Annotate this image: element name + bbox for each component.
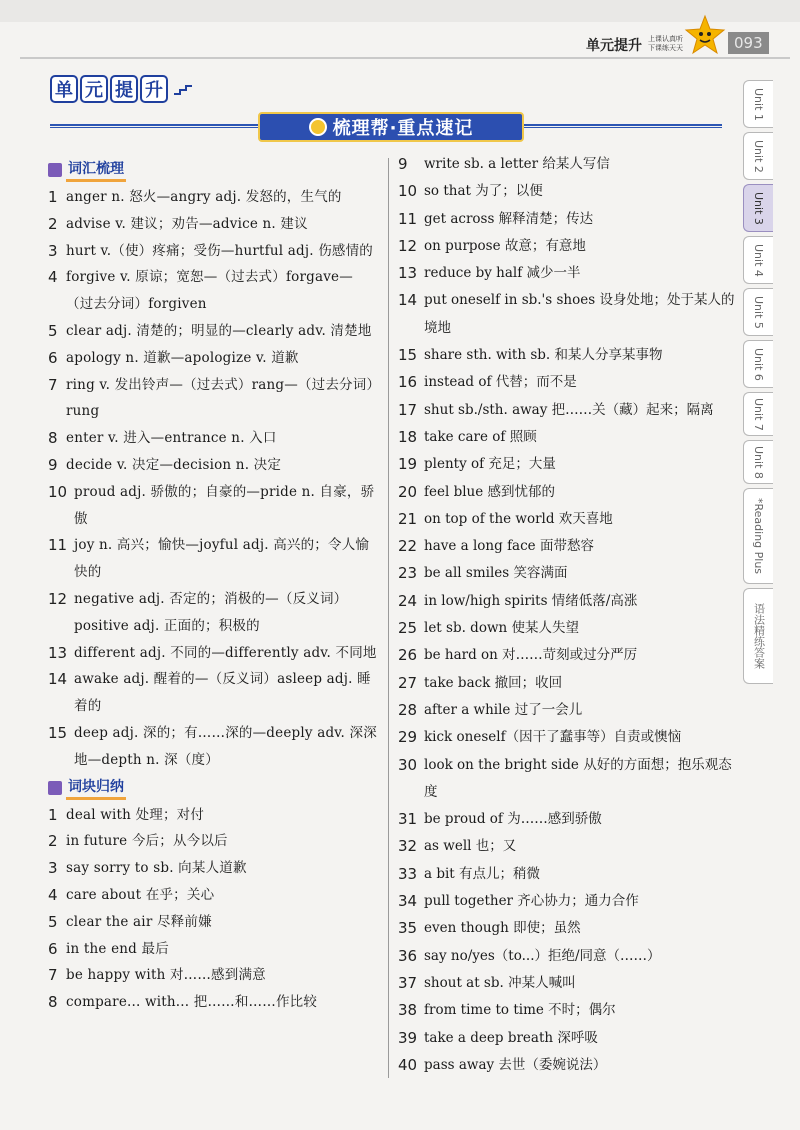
list-item [48, 909, 380, 936]
list-item [398, 369, 738, 396]
item-text: forgive v. 原谅；宽恕—（过去式）forgave—（过去分词）forgiven [66, 269, 353, 313]
item-number: 4 [48, 268, 58, 287]
item-number: 6 [48, 348, 58, 367]
chunks-list-left [48, 802, 380, 1016]
list-item [48, 532, 380, 586]
banner-char: 元 [80, 75, 108, 103]
item-number: 35 [398, 919, 418, 938]
item-number: 13 [398, 264, 418, 283]
side-tab[interactable] [743, 588, 773, 684]
item-number: 2 [48, 214, 58, 233]
list-item [398, 724, 738, 751]
item-text: say no/yes（to...）拒绝/同意（……） [424, 947, 661, 964]
list-item [398, 670, 738, 697]
side-tab[interactable] [743, 488, 773, 584]
item-text: be proud of 为……感到骄傲 [424, 811, 602, 828]
item-number: 13 [48, 643, 68, 662]
item-text: put oneself in sb.'s shoes 设身处地；处于某人的境地 [424, 292, 735, 336]
item-text: in the end 最后 [66, 940, 169, 957]
item-number: 15 [398, 346, 418, 365]
chunks-heading-label: 词块归纳 [66, 776, 126, 800]
item-number: 27 [398, 673, 418, 692]
item-text: hurt v.（使）疼痛；受伤—hurtful adj. 伤感情的 [66, 242, 374, 259]
item-number: 19 [398, 455, 418, 474]
item-number: 34 [398, 892, 418, 911]
list-item [398, 451, 738, 478]
list-item [398, 833, 738, 860]
item-text: enter v. 进入—entrance n. 入口 [66, 430, 277, 447]
side-tab[interactable] [743, 236, 773, 284]
item-number: 3 [48, 241, 58, 260]
list-item [398, 752, 738, 807]
list-icon [48, 781, 62, 795]
side-tab-label: Unit 8 [752, 445, 765, 479]
item-number: 3 [48, 859, 58, 878]
column-divider [388, 158, 389, 1078]
item-text: say sorry to sb. 向某人道歉 [66, 860, 247, 877]
item-text: apology n. 道歉—apologize v. 道歉 [66, 349, 299, 366]
list-item [398, 206, 738, 233]
side-tab-label: Unit 1 [752, 87, 765, 121]
item-text: a bit 有点儿；稍微 [424, 865, 541, 882]
item-text: pull together 齐心协力；通力合作 [424, 893, 639, 910]
item-number: 28 [398, 700, 418, 719]
running-subtitle [648, 35, 683, 53]
running-title: 单元提升 [586, 38, 642, 54]
list-item [398, 588, 738, 615]
item-number: 40 [398, 1055, 418, 1074]
running-subtitle-line-2: 下课练天天 [648, 44, 683, 52]
banner-char: 提 [110, 75, 138, 103]
side-tab-label: Unit 6 [752, 347, 765, 381]
item-text: share sth. with sb. 和某人分享某事物 [424, 347, 663, 364]
list-item [48, 855, 380, 882]
section-banner [50, 75, 168, 103]
list-item [48, 989, 380, 1016]
side-tab-label: Unit 7 [752, 397, 765, 431]
list-item [398, 260, 738, 287]
section-ribbon [258, 112, 524, 142]
side-tab[interactable] [743, 288, 773, 336]
item-text: deal with 处理；对付 [66, 806, 205, 823]
side-tab-label: *Reading Plus [752, 497, 765, 575]
item-number: 22 [398, 537, 418, 556]
item-number: 12 [398, 236, 418, 255]
side-tab-label: Unit 2 [752, 139, 765, 173]
item-text: proud adj. 骄傲的；自豪的—pride n. 自豪，骄傲 [74, 483, 375, 527]
item-number: 2 [48, 832, 58, 851]
ribbon-rule-left [50, 124, 258, 128]
vocab-list [48, 184, 380, 774]
item-number: 38 [398, 1001, 418, 1020]
item-number: 24 [398, 591, 418, 610]
list-item [398, 888, 738, 915]
item-number: 12 [48, 589, 68, 608]
item-text: anger n. 怒火—angry adj. 发怒的，生气的 [66, 189, 342, 205]
item-text: negative adj. 否定的；消极的—（反义词）positive adj. 正面的；积极的 [74, 590, 348, 634]
ribbon-title: 梳理帮·重点速记 [332, 118, 474, 139]
ribbon-rule-right [524, 124, 722, 128]
side-tab[interactable] [743, 440, 773, 484]
item-text: kick oneself（因干了蠢事等）自责或懊恼 [424, 729, 682, 746]
item-number: 29 [398, 728, 418, 747]
list-item [398, 342, 738, 369]
item-number: 32 [398, 837, 418, 856]
item-number: 10 [48, 482, 68, 501]
item-text: have a long face 面带愁容 [424, 538, 594, 555]
item-text: be happy with 对……感到满意 [66, 967, 266, 984]
list-item [398, 642, 738, 669]
side-tab-label: Unit 5 [752, 295, 765, 329]
list-item [48, 828, 380, 855]
item-number: 23 [398, 564, 418, 583]
list-item [48, 264, 380, 318]
item-text: look on the bright side 从好的方面想；抱乐观态度 [424, 756, 732, 800]
item-number: 26 [398, 646, 418, 665]
item-number: 8 [48, 429, 58, 448]
item-number: 7 [48, 966, 58, 985]
list-item [48, 802, 380, 829]
list-item [48, 936, 380, 963]
item-text: different adj. 不同的—differently adv. 不同地 [74, 644, 377, 661]
item-text: reduce by half 减少一半 [424, 265, 581, 282]
star-mascot-icon [684, 14, 726, 56]
item-number: 1 [48, 188, 58, 206]
list-item [398, 943, 738, 970]
item-text: feel blue 感到忧郁的 [424, 483, 556, 500]
item-text: let sb. down 使某人失望 [424, 620, 579, 637]
list-item [398, 506, 738, 533]
item-number: 25 [398, 619, 418, 638]
item-text: deep adj. 深的；有……深的—deeply adv. 深深地—depth n. 深（度） [74, 724, 377, 768]
list-item [48, 720, 380, 774]
item-number: 6 [48, 939, 58, 958]
item-text: clear adj. 清楚的；明显的—clearly adv. 清楚地 [66, 322, 372, 339]
list-item [48, 586, 380, 640]
list-item [48, 372, 380, 426]
list-item [398, 915, 738, 942]
chunks-heading [48, 776, 380, 800]
list-item [398, 861, 738, 888]
item-text: pass away 去世（委婉说法） [424, 1056, 607, 1073]
list-item [48, 345, 380, 372]
item-number: 1 [48, 805, 58, 824]
top-band [0, 0, 800, 22]
item-number: 9 [398, 155, 408, 173]
item-text: even though 即使；虽然 [424, 920, 581, 937]
item-number: 36 [398, 946, 418, 965]
item-text: care about 在乎；关心 [66, 886, 215, 903]
list-item [48, 318, 380, 345]
list-item [398, 697, 738, 724]
list-item [398, 397, 738, 424]
side-tab-label: Unit 3 [752, 191, 765, 225]
item-number: 33 [398, 864, 418, 883]
list-item [48, 425, 380, 452]
banner-decoration-icon [172, 80, 196, 100]
item-text: write sb. a letter 给某人写信 [424, 156, 610, 172]
banner-char: 单 [50, 75, 78, 103]
chunks-list-right [398, 151, 738, 1079]
side-tab[interactable] [743, 132, 773, 180]
item-text: in low/high spirits 情绪低落/高涨 [424, 592, 638, 609]
item-text: decide v. 决定—decision n. 决定 [66, 456, 282, 473]
item-text: plenty of 充足；大量 [424, 456, 556, 473]
item-number: 17 [398, 400, 418, 419]
item-text: awake adj. 醒着的—（反义词）asleep adj. 睡着的 [74, 671, 371, 715]
list-icon [48, 163, 62, 177]
list-item [398, 479, 738, 506]
side-tab[interactable] [743, 80, 773, 128]
list-item [48, 238, 380, 265]
item-number: 37 [398, 973, 418, 992]
list-item [398, 533, 738, 560]
item-text: on purpose 故意；有意地 [424, 237, 586, 254]
item-text: shout at sb. 冲某人喊叫 [424, 974, 576, 991]
item-text: be hard on 对……苛刻或过分严厉 [424, 647, 638, 664]
item-number: 21 [398, 509, 418, 528]
list-item [398, 1025, 738, 1052]
item-number: 14 [48, 670, 68, 689]
item-text: advise v. 建议；劝告—advice n. 建议 [66, 215, 308, 232]
item-text: take care of 照顾 [424, 428, 537, 445]
left-column [48, 158, 380, 1016]
item-text: be all smiles 笑容满面 [424, 565, 568, 582]
side-tab-label: 语法精练答案 [752, 603, 766, 669]
item-text: joy n. 高兴；愉快—joyful adj. 高兴的；令人愉快的 [74, 537, 370, 581]
item-number: 9 [48, 455, 58, 474]
item-text: instead of 代替；而不是 [424, 374, 577, 391]
list-item [48, 666, 380, 720]
side-tab-label: Unit 4 [752, 243, 765, 277]
side-tab[interactable] [743, 184, 773, 232]
list-item [398, 287, 738, 342]
item-text: shut sb./sth. away 把……关（藏）起来；隔离 [424, 401, 714, 418]
list-item [398, 970, 738, 997]
list-item [48, 452, 380, 479]
vocab-heading [48, 158, 380, 182]
banner-char: 升 [140, 75, 168, 103]
item-number: 10 [398, 182, 418, 201]
list-item [48, 479, 380, 533]
item-text: so that 为了；以便 [424, 183, 543, 200]
item-text: get across 解释清楚；传达 [424, 210, 594, 227]
item-number: 16 [398, 373, 418, 392]
item-text: in future 今后；从今以后 [66, 833, 228, 850]
item-number: 14 [398, 291, 418, 310]
list-item [398, 615, 738, 642]
item-text: take a deep breath 深呼吸 [424, 1029, 598, 1046]
right-column [398, 151, 738, 1079]
list-item [398, 424, 738, 451]
list-item [398, 560, 738, 587]
item-text: from time to time 不时；偶尔 [424, 1002, 616, 1019]
item-number: 18 [398, 427, 418, 446]
item-text: as well 也；又 [424, 838, 517, 855]
item-text: after a while 过了一会儿 [424, 701, 583, 718]
side-tab[interactable] [743, 340, 773, 388]
item-text: clear the air 尽释前嫌 [66, 913, 212, 930]
side-tab[interactable] [743, 392, 773, 436]
list-item [48, 184, 380, 211]
item-number: 5 [48, 321, 58, 340]
list-item [48, 211, 380, 238]
vocab-heading-label: 词汇梳理 [66, 158, 126, 182]
item-number: 11 [398, 209, 418, 228]
item-text: compare... with... 把……和……作比较 [66, 994, 318, 1011]
item-text: ring v. 发出铃声—（过去式）rang—（过去分词）rung [66, 376, 374, 420]
item-number: 8 [48, 993, 58, 1012]
item-number: 11 [48, 536, 68, 555]
list-item [398, 806, 738, 833]
list-item [398, 178, 738, 205]
list-item [398, 997, 738, 1024]
list-item [398, 233, 738, 260]
item-number: 31 [398, 810, 418, 829]
item-number: 15 [48, 723, 68, 742]
item-number: 20 [398, 482, 418, 501]
page-number: 093 [728, 32, 769, 54]
item-number: 30 [398, 755, 418, 774]
header-divider [20, 57, 790, 59]
list-item [398, 151, 738, 178]
item-text: on top of the world 欢天喜地 [424, 510, 613, 527]
list-item [398, 1052, 738, 1079]
list-item [48, 640, 380, 667]
item-number: 5 [48, 912, 58, 931]
list-item [48, 962, 380, 989]
item-text: take back 撤回；收回 [424, 674, 563, 691]
lightbulb-icon [309, 118, 327, 136]
item-number: 4 [48, 885, 58, 904]
list-item [48, 882, 380, 909]
item-number: 39 [398, 1028, 418, 1047]
item-number: 7 [48, 375, 58, 394]
running-subtitle-line-1: 上课认真听 [648, 35, 683, 43]
